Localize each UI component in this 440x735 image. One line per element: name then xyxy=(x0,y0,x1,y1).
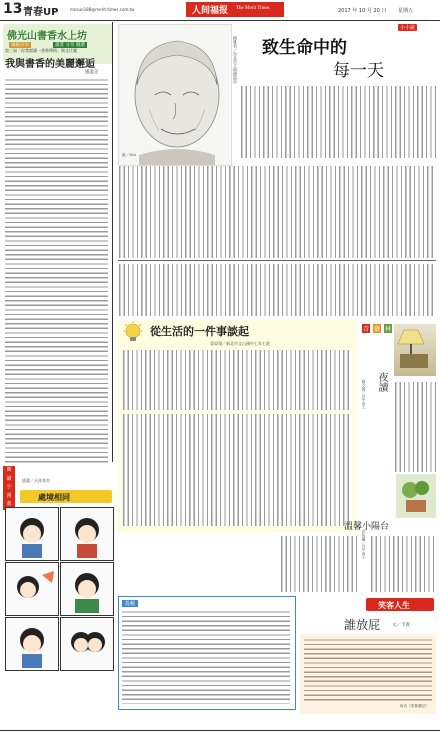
comic-tag-char: 閱 xyxy=(6,467,12,473)
balcony-photo xyxy=(396,474,436,518)
lightbulb-icon xyxy=(120,320,146,346)
poem1-title: 夜讀 xyxy=(376,372,387,392)
desk-lamp-image xyxy=(394,324,436,376)
poem1-author: 蘇文靜／台中高工 xyxy=(362,380,366,409)
comic-panel xyxy=(60,617,114,671)
comic-character-image xyxy=(61,618,113,670)
lesson-author: 姜晏翔／新北市文山國中七年七班 xyxy=(210,341,270,346)
joke-body xyxy=(304,638,432,702)
poetry-tag-2: 藝 xyxy=(374,326,381,333)
reading-title: 我與書香的美麗邂逅 xyxy=(5,59,95,70)
mentor-illustration xyxy=(118,24,232,166)
mentor-author: 楊雅君／台北市立明德高中 xyxy=(233,36,238,84)
page-number: 13 xyxy=(3,1,23,17)
comic-character-image xyxy=(6,563,58,615)
poem1-body xyxy=(394,382,436,472)
masthead-website: mnsun188@merit-times.com.tw xyxy=(70,7,135,12)
poetry-tag-1: 青 xyxy=(363,326,370,333)
joke-author: 文／卡貴 xyxy=(392,623,410,628)
submission-body xyxy=(122,610,290,704)
column-logo-title: 佛光山書香水上坊 xyxy=(7,31,87,42)
comic-panel xyxy=(60,507,114,561)
lesson-title: 從生活的一件事談起 xyxy=(150,325,249,338)
mentor-body-mid xyxy=(118,166,436,258)
mentor-tag: 小小說 xyxy=(400,25,416,31)
reading-body xyxy=(5,78,108,464)
comic-character-image xyxy=(61,508,113,560)
comic-panel xyxy=(5,617,59,671)
column-logo-tagline: 讀書 分享 閱讀 xyxy=(55,43,85,48)
lesson-body-top xyxy=(122,350,352,410)
comic-tag-char: 畫 xyxy=(6,501,12,508)
comic-character-image xyxy=(61,563,113,615)
poetry-photo xyxy=(394,324,436,376)
joke-header-text: 笑客人生 xyxy=(378,601,410,610)
poetry-tag-3: 林 xyxy=(385,326,392,333)
masthead xyxy=(0,0,440,21)
comic-tag xyxy=(3,466,15,510)
masthead-weekday: 星期五 xyxy=(398,8,414,14)
poem2-body-right xyxy=(370,536,436,592)
mentor-body-bottom xyxy=(118,264,436,316)
comic-panel xyxy=(5,507,59,561)
grandma-portrait-image xyxy=(119,25,231,165)
joke-title: 誰放屁 xyxy=(344,618,381,632)
reading-subtitle: 第三屆「你我閱讀一書香傳情」徵文比賽 xyxy=(5,48,77,53)
lesson-body-bottom xyxy=(122,414,352,526)
mentor-body-top xyxy=(240,86,436,158)
column-logo-subtitle: 福報分享 xyxy=(11,43,29,48)
footer-rule xyxy=(0,730,440,731)
comic-character-image xyxy=(6,618,58,670)
reading-author: 風盈芷 xyxy=(85,70,99,75)
submission-label: 投稿 xyxy=(122,600,138,607)
section-name: 青春UP xyxy=(23,7,59,18)
logo-english: The Merit Times xyxy=(236,6,270,11)
column-divider xyxy=(112,22,113,462)
masthead-date: 2017 年 10 月 20 日 xyxy=(338,8,387,14)
comic-author: 插畫／天祥邦杰 xyxy=(22,478,50,483)
joke-source: 取自《笑林廣記》 xyxy=(400,704,429,708)
comic-tag-char: 讀 xyxy=(6,475,12,482)
poem2-author: 洪宥曦／台中高工 xyxy=(362,530,366,559)
poem2-body-left xyxy=(280,536,358,592)
mentor-divider xyxy=(118,260,436,261)
comic-tag-char: 小 xyxy=(6,484,12,491)
comic-tag-char: 漫 xyxy=(6,492,12,499)
mentor-title-line1: 致生命中的 xyxy=(262,38,347,58)
comic-panel xyxy=(5,562,59,616)
comic-panel xyxy=(60,562,114,616)
comic-title: 處境相同 xyxy=(38,493,70,502)
illustration-caption: 圖／Vita xyxy=(122,153,136,157)
mentor-title-line2: 每一天 xyxy=(333,61,384,81)
comic-character-image xyxy=(6,508,58,560)
logo-chinese: 人间福报 xyxy=(192,6,229,16)
potted-plant-image xyxy=(396,474,436,518)
poem2-title: 溫馨小陽台 xyxy=(344,522,390,532)
